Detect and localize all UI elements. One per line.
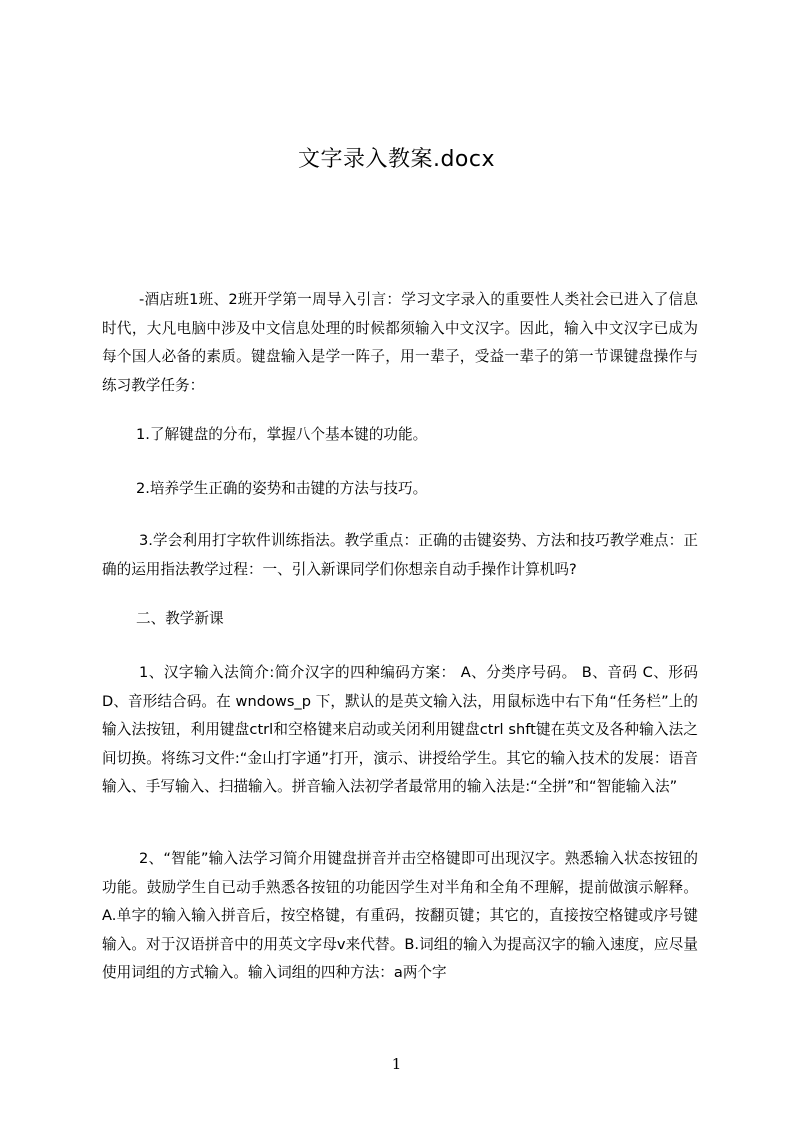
smart-input-paragraph: 2、“智能”输入法学习简介用键盘拼音并击空格键即可出现汉字。熟悉输入状态按钮的功能。鼓励学生自已动手熟悉各按钮的功能因学生对半角和全角不理解，提前做演示解释。A.单字的输入输入拼音后，按空格键，有重码，按翻页键；其它的，直接按空格键或序号键输入。对于汉语拼音中的用英文字母v来代替。B.词组的输入为提高汉字的输入速度，应尽量使用词组的方式输入。输入词组的四种方法：a两个字 [102,850,698,982]
intro-paragraph: -酒店班1班、2班开学第一周导入引言：学习文字录入的重要性人类社会已进入了信息时代，大凡电脑中涉及中文信息处理的时候都须输入中文汉字。因此，输入中文汉字已成为每个国人必备的素质。键盘输入是学一阵子，用一辈子，受益一辈子的第一节课键盘操作与练习教学任务： [102,291,698,394]
task-item-1: 1.了解键盘的分布，掌握八个基本键的功能。 [136,426,428,443]
page-number: 1 [391,1055,402,1073]
task-item-3: 3.学会利用打字软件训练指法。教学重点：正确的击键姿势、方法和技巧教学难点：正确的运用指法教学过程：一、引入新课同学们你想亲自动手操作计算机吗? [102,532,698,578]
document-title: 文字录入教案.docx [297,147,496,172]
task-item-2: 2.培养学生正确的姿势和击键的方法与技巧。 [136,480,428,497]
input-method-paragraph: 1、汉字输入法简介:简介汉字的四种编码方案： A、分类序号码。 B、音码 C、形码 D、音形结合码。在 wndows_p 下，默认的是英文输入法，用鼠标选中右下角“任务栏”上的输入法按钮，利用键盘ctrl和空格键来启动或关闭利用键盘ctrl shft键在英文及各种输入法之间切换。将练习文件:“金山打字通”打开，演示、讲授给学生。其它的输入技术的发展：语音输入、手写输入、扫描输入。拼音输入法初学者最常用的输入法是:“全拼”和“智能输入法” [102,664,698,796]
section-heading: 二、教学新课 [136,610,224,627]
